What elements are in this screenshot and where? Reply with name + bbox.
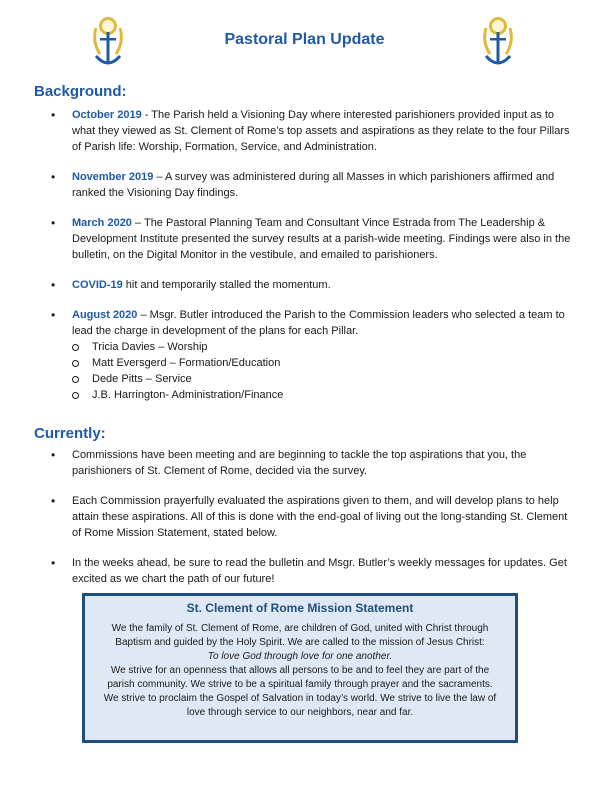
item-text: - The Parish held a Visioning Day where interested parishioners provided input as to what they viewed as St. Clement of Rome’s top assets and aspirations as they relate to the four Pillars of Parish life: Worship, Formation, Service, and Administration. xyxy=(72,109,570,153)
list-item xyxy=(0,307,609,403)
item-text: – The Pastoral Planning Team and Consultant Vince Estrada from The Leadership & Development Institute presented the survey results at a parish-wide meeting. Findings were also in the bulletin, on the Digital Monitor in the vestibule, and emailed to parishioners. xyxy=(72,217,571,261)
list-item xyxy=(0,277,609,293)
list-item: • In the weeks ahead, be sure to read the bulletin and Msgr. Butler’s weekly messages for updates. Get excited as we chart the path of our future! xyxy=(0,555,609,587)
item-date: March 2020 xyxy=(72,217,132,229)
background-heading: Background: xyxy=(34,83,127,100)
mission-motto: To love God through love for one another. xyxy=(207,651,393,662)
list-item: • Each Commission prayerfully evaluated the aspirations given to them, and will develop plans to help attain these aspirations. All of this is done with the end-goal of living out the long-standing St. Clement of Rome Mission Statement, stated below. xyxy=(0,493,609,541)
page-title: Pastoral Plan Update xyxy=(224,31,385,48)
list-item xyxy=(0,215,609,263)
item-text: hit and temporarily stalled the momentum. xyxy=(122,279,331,291)
item-date: COVID-19 xyxy=(72,279,123,291)
list-item xyxy=(0,107,609,155)
commission-leaders-list xyxy=(72,339,571,403)
item-date: November 2019 xyxy=(72,171,154,183)
sub-list-item: J.B. Harrington- Administration/Finance xyxy=(72,387,571,403)
mission-statement-box xyxy=(82,593,518,743)
sub-list-item: Tricia Davies – Worship xyxy=(72,339,571,355)
mission-text: We the family of St. Clement of Rome, are children of God, united with Christ through Baptism and guided by the Holy Spirit. We are called to the mission of Jesus Christ: xyxy=(111,623,489,648)
currently-heading: Currently: xyxy=(34,425,106,442)
list-item: • Commissions have been meeting and are beginning to tackle the top aspirations that you, the parishioners of St. Clement of Rome, decided via the survey. xyxy=(0,447,609,479)
currently-list xyxy=(0,447,609,587)
item-date: October 2019 xyxy=(72,109,142,121)
sub-list-item: Matt Eversgerd – Formation/Education xyxy=(72,355,571,371)
sub-list-item: Dede Pitts – Service xyxy=(72,371,571,387)
item-text: – Msgr. Butler introduced the Parish to the Commission leaders who selected a team to lead the charge in development of the plans for each Pillar. xyxy=(72,309,565,337)
mission-text: We strive for an openness that allows all persons to be and to feel they are part of the parish community. We strive to be a spiritual family through prayer and the sacraments. We strive to proclaim the Gospel of Salvation in today’s world. We strive to live the law of love through service to our neighbors, near and far. xyxy=(103,665,497,718)
list-item xyxy=(0,169,609,201)
mission-title: St. Clement of Rome Mission Statement xyxy=(186,601,414,615)
background-list xyxy=(0,107,609,403)
item-text: – A survey was administered during all Masses in which parishioners affirmed and ranked the Visioning Day findings. xyxy=(72,171,555,199)
item-date: August 2020 xyxy=(72,309,138,321)
